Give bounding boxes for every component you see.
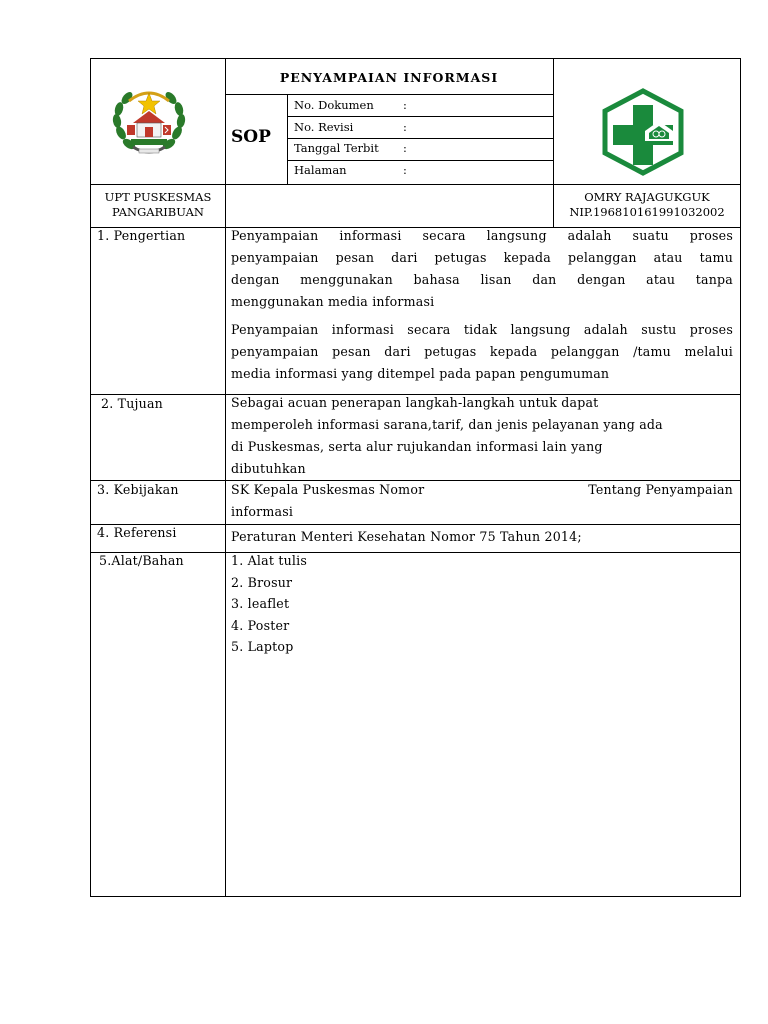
header-bottom-line — [91, 184, 740, 185]
sop-document-frame — [90, 58, 741, 897]
alat-item-5: 5. Laptop — [231, 639, 294, 654]
signer-name: OMRY RAJAGUKGUK — [584, 190, 710, 204]
tujuan-line-1: Sebagai acuan penerapan langkah-langkah untuk dapat — [231, 395, 599, 410]
alat-item-1: 1. Alat tulis — [231, 553, 308, 568]
sop-label: SOP — [231, 127, 271, 147]
field-label-halaman: Halaman — [294, 163, 347, 177]
pengertian-p1-line-1: Penyampaian informasi secara langsung adalah suatu proses — [231, 228, 733, 243]
pengertian-p1-line-4: menggunakan media informasi — [231, 294, 435, 309]
field-label-tanggal-terbit: Tanggal Terbit — [294, 141, 379, 155]
signer-nip: NIP.196810161991032002 — [569, 205, 725, 219]
unit-line-2: PANGARIBUAN — [112, 205, 204, 219]
pengertian-p1-line-2: penyampaian pesan dari petugas kepada pelanggan atau tamu — [231, 250, 733, 265]
section-body-pengertian — [231, 225, 733, 385]
alat-item-4: 4. Poster — [231, 617, 290, 633]
alat-item-2: 2. Brosur — [231, 574, 293, 590]
section-label-pengertian: 1. Pengertian — [97, 228, 186, 243]
pengertian-p1-line-3: dengan menggunakan bahasa lisan dan dengan atau tanpa — [231, 272, 733, 287]
pengertian-p2-line-1: Penyampaian informasi secara tidak langsung adalah sustu proses — [231, 322, 733, 337]
section-label-tujuan: 2. Tujuan — [101, 396, 163, 411]
tujuan-line-4: dibutuhkan — [231, 461, 306, 476]
pengertian-p2-line-2: penyampaian pesan dari petugas kepada pelanggan /tamu melalui — [231, 344, 733, 359]
field-label-no-dokumen: No. Dokumen — [294, 98, 374, 112]
puskesmas-logo — [599, 87, 687, 177]
document-title: PENYAMPAIAN INFORMASI — [279, 70, 499, 85]
section-label-kebijakan: 3. Kebijakan — [97, 482, 179, 497]
alat-item-3: 3. leaflet — [231, 596, 290, 611]
kebijakan-line-1 — [231, 479, 733, 501]
section-body-referensi: Peraturan Menteri Kesehatan Nomor 75 Tahun 2014; — [231, 529, 582, 544]
field-label-no-revisi: No. Revisi — [294, 120, 354, 134]
unit-line-1: UPT PUSKESMAS — [104, 190, 212, 204]
sop-divider — [287, 94, 288, 184]
section-body-alat-bahan — [231, 550, 733, 658]
unit-name — [91, 190, 225, 220]
section-label-alat-bahan: 5.Alat/Bahan — [99, 553, 184, 568]
field-divider-1 — [287, 116, 553, 117]
field-sep-no-revisi: : — [403, 120, 407, 134]
regional-emblem-logo — [107, 81, 191, 165]
tujuan-line-2: memperoleh informasi sarana,tarif, dan jenis pelayanan yang ada — [231, 417, 663, 432]
section-label-referensi: 4. Referensi — [97, 525, 177, 540]
section-body-kebijakan — [231, 479, 733, 523]
signer-block — [553, 190, 741, 220]
field-divider-2 — [287, 138, 553, 139]
pengertian-p2-line-3: media informasi yang ditempel pada papan pengumuman — [231, 366, 610, 381]
field-sep-no-dokumen: : — [403, 98, 407, 112]
section-body-tujuan — [231, 392, 733, 480]
kebijakan-line-2: informasi — [231, 504, 294, 519]
field-sep-halaman: : — [403, 163, 407, 177]
tujuan-line-3: di Puskesmas, serta alur rujukandan informasi lain yang — [231, 439, 603, 454]
field-divider-3 — [287, 160, 553, 161]
kebijakan-sk: SK Kepala Puskesmas Nomor — [231, 482, 425, 497]
section-line-4 — [91, 524, 740, 525]
title-underline — [225, 94, 553, 95]
field-sep-tanggal-terbit: : — [403, 141, 407, 155]
kebijakan-tentang: Tentang Penyampaian — [588, 482, 733, 497]
